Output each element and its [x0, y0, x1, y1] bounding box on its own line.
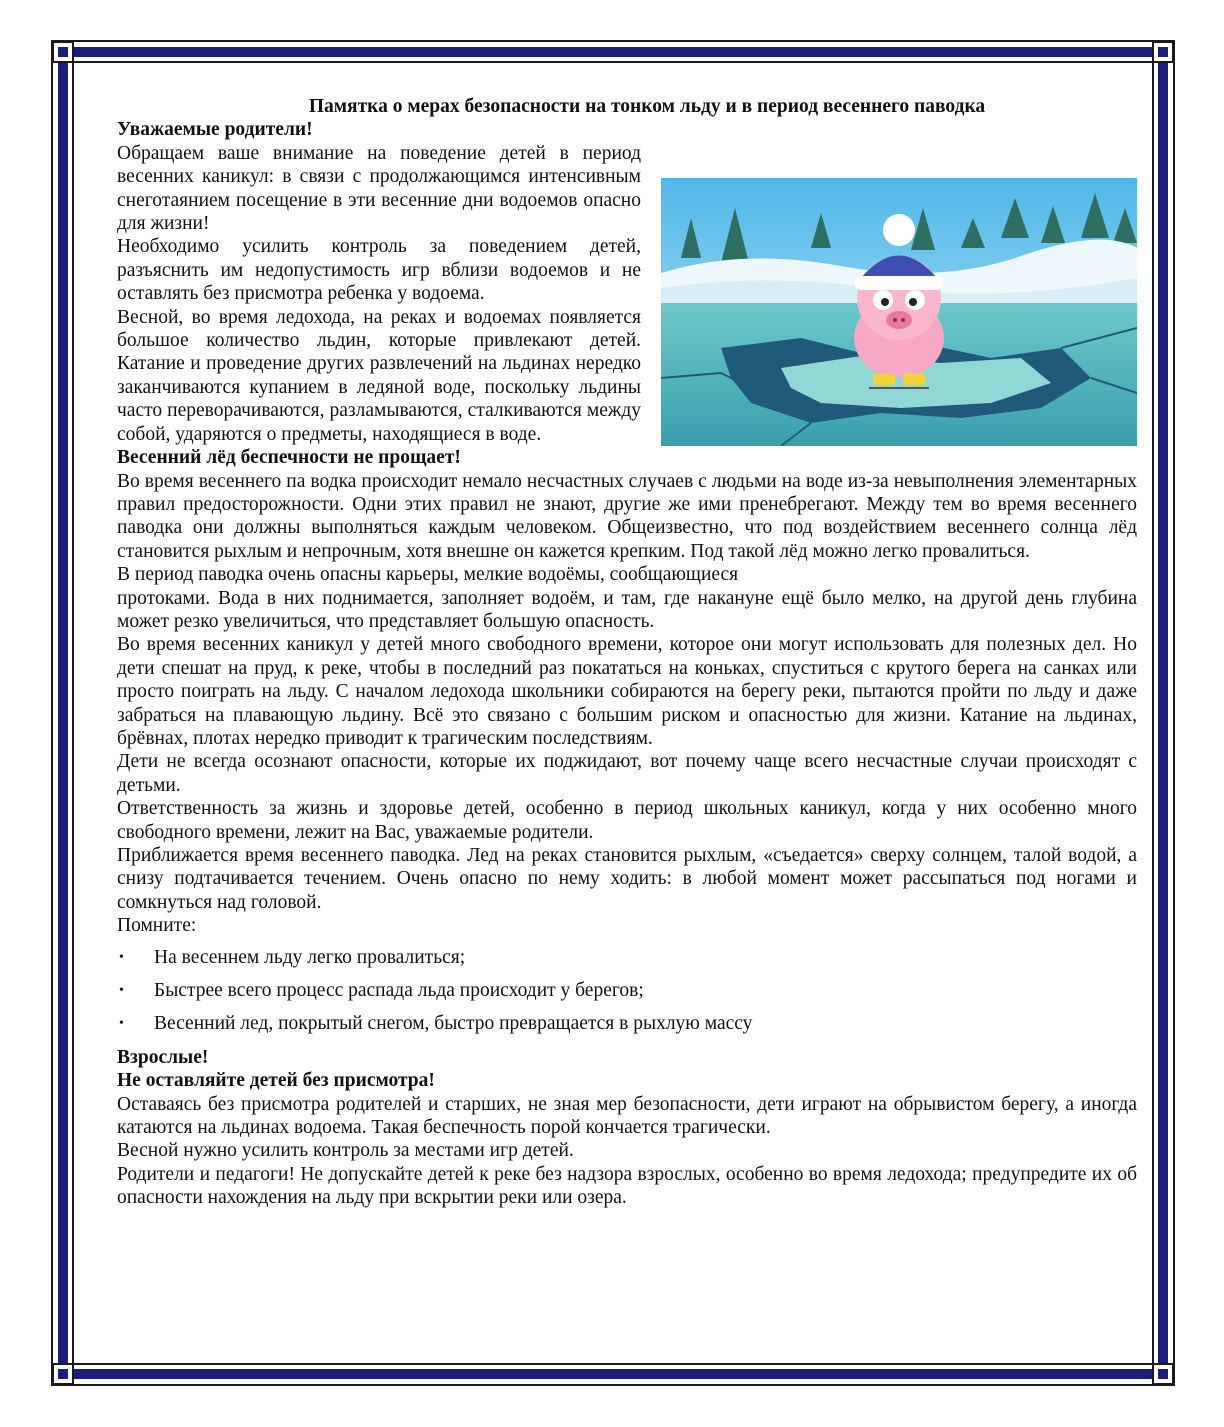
- border-corner-top-right: [1152, 41, 1174, 63]
- intro-paragraph-3: Весной, во время ледохода, на реках и водоемах появляется большое количество льдин, которые привлекают детей. Катание и проведение других развлечений на льдинах нередко заканчиваются купанием в ледяной воде, поскольку льдины часто переворачиваются, разламываются, сталкиваются между собой, ударяются о предметы, находящиеся в воде.: [117, 306, 641, 445]
- list-item-text: Весенний лед, покрытый снегом, быстро превращается в рыхлую массу: [154, 1013, 753, 1035]
- border-corner-top-left: [52, 41, 74, 63]
- list-item: [117, 979, 1137, 1002]
- pig-on-ice-illustration: [661, 178, 1137, 446]
- section2-paragraph-3: Родители и педагоги! Не допускайте детей к реке без надзора взрослых, особенно во время ледохода; предупредите их об опасности нахождения на льду при вскрытии реки или озера.: [117, 1163, 1137, 1209]
- section1-paragraph-1: Во время весеннего па водка происходит немало несчастных случаев с людьми на воде из-за невыполнения элементарных правил предосторожности. Одни этих правил не знают, другие же ими пренебрегают. Между тем во время весеннего паводка они должны выполняться каждым человеком. Общеизвестно, что под воздействием весеннего солнца лёд становится рыхлым и непрочным, хотя внешне он кажется крепким. Под такой лёд можно легко провалиться.: [117, 470, 1137, 562]
- section1-paragraph-6: Ответственность за жизнь и здоровье детей, особенно в период школьных каникул, когда у них особенно много свободного времени, лежит на Вас, уважаемые родители.: [117, 798, 1137, 843]
- section1-heading: Весенний лёд беспечности не прощает!: [117, 447, 461, 469]
- list-item: [117, 1012, 1137, 1035]
- page-title: Памятка о мерах безопасности на тонком льду и в период весеннего паводка: [308, 96, 986, 117]
- list-item: [117, 946, 1137, 969]
- section2-paragraph-2: Весной нужно усилить контроль за местами игр детей.: [117, 1140, 574, 1162]
- section1-paragraph-3: протоками. Вода в них поднимается, заполняет водоём, и там, где накануне ещё было мелко, на другой день глубина может резко увеличиться, что представляет большую опасность.: [117, 587, 1137, 632]
- document-body: [117, 95, 1137, 1210]
- greeting-heading: Уважаемые родители!: [117, 119, 313, 141]
- bullet-icon: •: [119, 1016, 124, 1032]
- section2-paragraph-1: Оставаясь без присмотра родителей и старших, не зная мер безопасности, дети играют на обрывистом берегу, а иногда катаются на льдинах водоема. Такая беспечность порой кончается трагически.: [117, 1093, 1137, 1139]
- bullet-icon: •: [119, 983, 124, 999]
- intro-paragraph-1: Обращаем ваше внимание на поведение детей в период весенних каникул: в связи с продолжающимся интенсивным снеготаянием посещение в эти весенние дни водоемов опасно для жизни!: [117, 142, 641, 235]
- list-item-text: Быстрее всего процесс распада льда происходит у берегов;: [154, 980, 644, 1002]
- section2-heading-adults: Взрослые!: [117, 1046, 209, 1068]
- border-corner-bottom-left: [52, 1363, 74, 1385]
- safety-bullet-list: [117, 946, 1137, 1036]
- section1-paragraph-4: Во время весенних каникул у детей много свободного времени, которое они могут использовать для полезных дел. Но дети спешат на пруд, к реке, чтобы в последний раз покататься на коньках, спуститься с крутого берега на санках или просто поиграть на льду. С началом ледохода школьники собираются на берегу реки, пытаются пройти по льду и даже забраться на плавающую льдину. Всё это связано с большим риском и опасностью для жизни. Катание на льдинах, брёвнах, плотах нередко приводит к трагическим последствиям.: [117, 634, 1137, 749]
- section1-paragraph-7: Приближается время весеннего паводка. Лед на реках становится рыхлым, «съедается» сверху солнцем, талой водой, а снизу подтачивается течением. Очень опасно по нему ходить: в любой момент может рассыпаться под ногами и сомкнуться над головой.: [117, 845, 1137, 913]
- section2-heading-supervision: Не оставляйте детей без присмотра!: [117, 1070, 435, 1092]
- list-item-text: На весеннем льду легко провалиться;: [154, 946, 466, 968]
- section1-paragraph-5: Дети не всегда осознают опасности, которые их поджидают, вот почему чаще всего несчастные случаи происходят с детьми.: [117, 751, 1137, 796]
- border-corner-bottom-right: [1152, 1363, 1174, 1385]
- section1-paragraph-2: В период паводка очень опасны карьеры, мелкие водоёмы, сообщающиеся: [117, 564, 739, 586]
- remember-label: Помните:: [117, 915, 197, 937]
- intro-paragraph-2: Необходимо усилить контроль за поведением детей, разъяснить им недопустимость игр вблизи водоемов и не оставлять без присмотра ребенка у водоема.: [117, 236, 641, 305]
- bullet-icon: •: [119, 949, 124, 965]
